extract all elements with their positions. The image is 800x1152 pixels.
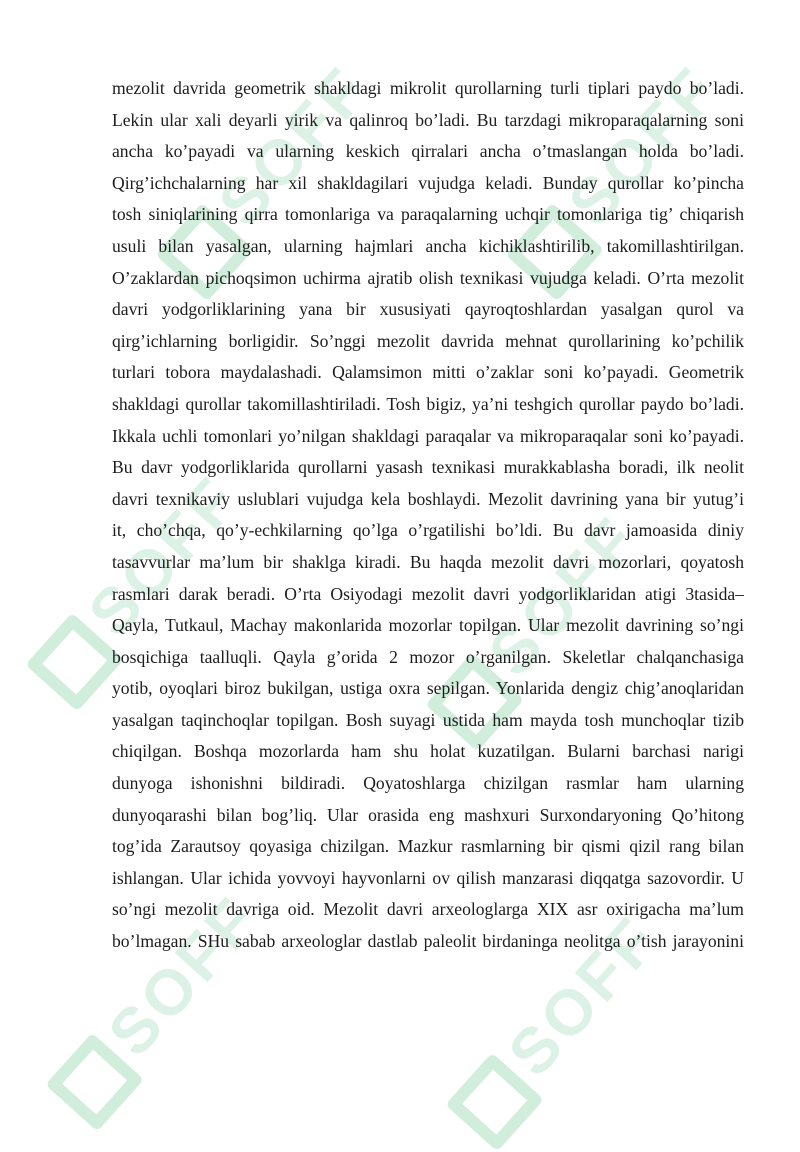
text-line: tasavvurlar ma’lum bir shaklga kiradi. Bu haqda mezolit davri mozorlari, qoyatosh — [112, 551, 744, 572]
text-line: tog’ida Zarautsoy qoyasiga chizilgan. Mazkur rasmlarning bir qismi qizil rang bilan — [112, 836, 744, 857]
watermark-mark-icon — [45, 1033, 144, 1132]
text-line: ishlangan. Ular ichida yovvoyi hayvonlarni ov qilish manzarasi diqqatga sazovordir. U — [112, 867, 744, 888]
text-line: usuli bilan yasalgan, ularning hajmlari ancha kichiklashtirilib, takomillashtirilgan. — [112, 235, 744, 256]
text-line: ancha ko’payadi va ularning keskich qirralari ancha o’tmaslangan holda bo’ladi. — [112, 141, 744, 162]
watermark-logo: SOFF — [420, 502, 656, 752]
watermark-logo: SOFF — [440, 902, 676, 1152]
watermark-logo: SOFF — [20, 462, 256, 712]
text-line: davri texnikaviy uslublari vujudga kela boshlaydi. Mezolit davrining yana bir yutug’i — [112, 488, 744, 509]
watermark-mark-icon — [445, 1053, 544, 1152]
text-line: Lekin ular xali deyarli yirik va qalinroq bo’ladi. Bu tarzdagi mikroparaqalarning soni — [112, 109, 744, 130]
text-line: turlari tobora maydalashadi. Qalamsimon mitti o’zaklar soni ko’payadi. Geometrik — [112, 362, 744, 383]
text-line: bo’lmagan. SHu sabab arxeologlar dastlab paleolit birdaninga neolitga o’tish jarayonini — [112, 931, 744, 952]
text-line: Qirg’ichchalarning har xil shakldagilari vujudga keladi. Bunday qurollar ko’pincha — [112, 172, 744, 193]
watermark-logo: SOFF — [150, 52, 386, 302]
text-line: Bu davr yodgorliklarida qurollarni yasash texnikasi murakkablasha boradi, ilk neolit — [112, 457, 744, 478]
text-line: qirg’ichlarning borligidir. So’nggi mezolit davrida mehnat qurollarining ko’pchilik — [112, 330, 744, 351]
text-line: tosh siniqlarining qirra tomonlariga va paraqalarning uchqir tomonlariga tig’ chiqarish — [112, 204, 744, 225]
text-line: shakldagi qurollar takomillashtiriladi. Tosh bigiz, ya’ni teshgich qurollar paydo bo’ladi. — [112, 393, 744, 414]
text-line: it, cho’chqa, qo’y-echkilarning qo’lga o’rgatilishi bo’ldi. Bu davr jamoasida diniy — [112, 520, 744, 541]
text-line: yasalgan taqinchoqlar topilgan. Bosh suyagi ustida ham mayda tosh munchoqlar tizib — [112, 709, 744, 730]
watermark-logo: SOFF — [500, 52, 736, 302]
text-line: chiqilgan. Boshqa mozorlarda ham shu holat kuzatilgan. Bularni barchasi narigi — [112, 741, 744, 762]
text-line: dunyoga ishonishni bildiradi. Qoyatoshlarga chizilgan rasmlar ham ularning — [112, 773, 744, 794]
text-line: dunyoqarashi bilan bog’liq. Ular orasida eng mashxuri Surxondaryoning Qo’hitong — [112, 804, 744, 825]
watermark-logo: SOFF — [40, 882, 276, 1132]
text-line: rasmlari darak beradi. O’rta Osiyodagi mezolit davri yodgorliklaridan atigi 3tasida– — [112, 583, 744, 604]
text-line: Ikkala uchli tomonlari yo’nilgan shakldagi paraqalar va mikroparaqalar soni ko’payadi. — [112, 425, 744, 446]
text-line: bosqichiga taalluqli. Qayla g’orida 2 mozor o’rganilgan. Skeletlar chalqanchasiga — [112, 646, 744, 667]
text-line: O’zaklardan pichoqsimon uchirma ajratib olish texnikasi vujudga keladi. O’rta mezolit — [112, 267, 744, 288]
text-line: yotib, oyoqlari biroz bukilgan, ustiga oxra sepilgan. Yonlarida dengiz chig’anoqlaridan — [112, 678, 744, 699]
text-line: davri yodgorliklarining yana bir xususiyati qayroqtoshlardan yasalgan qurol va — [112, 299, 744, 320]
document-body — [112, 73, 744, 958]
text-line: so’ngi mezolit davriga oid. Mezolit davri arxeologlarga XIX asr oxirigacha ma’lum — [112, 899, 744, 920]
text-line: Qayla, Tutkaul, Machay makonlarida mozorlar topilgan. Ular mezolit davrining so’ngi — [112, 615, 744, 636]
watermark-mark-icon — [25, 613, 124, 712]
text-line: mezolit davrida geometrik shakldagi mikrolit qurollarning turli tiplari paydo bo’ladi. — [112, 78, 744, 98]
